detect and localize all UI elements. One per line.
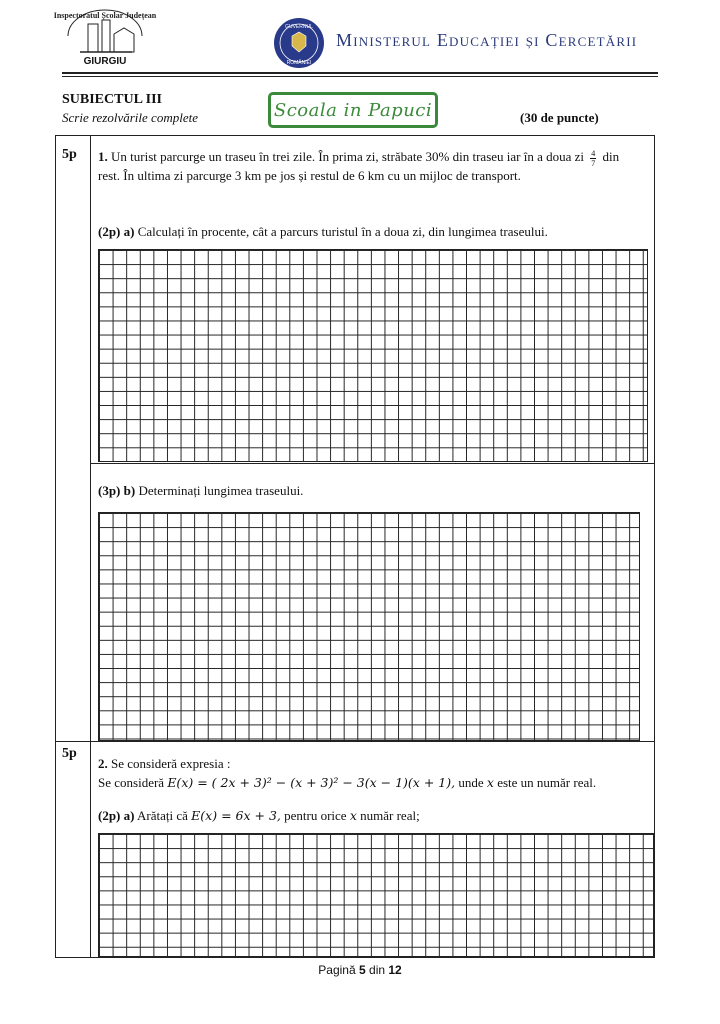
answer-grid-1b[interactable] bbox=[98, 512, 640, 741]
answer-grid-1a[interactable] bbox=[98, 249, 648, 462]
problem-1-number: 1. bbox=[98, 149, 108, 164]
problem-1-statement-line1 bbox=[98, 147, 619, 168]
header-rule bbox=[62, 72, 658, 74]
answer-grid-2a[interactable] bbox=[98, 833, 654, 957]
problem-1-text-a: Un turist parcurge un traseu în trei zile. În prima zi, străbate 30% din traseu iar în a doua zi bbox=[111, 149, 585, 164]
problem-1a-prompt: (2p) a) Calculați în procente, cât a parcurs turistul în a doua zi, din lungimea traseului. bbox=[98, 224, 548, 239]
subpoint-divider bbox=[90, 463, 655, 464]
problem-1-statement-line2: rest. În ultima zi parcurge 3 km pe jos și restul de 6 km cu un mijloc de transport. bbox=[98, 168, 521, 183]
svg-text:Inspectoratul Școlar Județean: Inspectoratul Școlar Județean bbox=[53, 11, 157, 20]
watermark-stamp: Scoala in Papuci bbox=[268, 92, 438, 128]
points-column-divider bbox=[90, 135, 91, 958]
section-points: (30 de puncte) bbox=[520, 110, 599, 125]
section-title: SUBIECTUL III bbox=[62, 92, 162, 107]
fraction-four-sevenths: $\frac{4}{7}$ bbox=[591, 148, 596, 168]
problem-1a-text: Calculați în procente, cât a parcurs turistul în a doua zi, din lungimea traseului. bbox=[137, 224, 548, 239]
problem-divider bbox=[55, 741, 655, 742]
svg-text:GUVERNUL: GUVERNUL bbox=[285, 24, 313, 30]
svg-text:GIURGIU: GIURGIU bbox=[83, 56, 127, 67]
header-rule-thin bbox=[62, 76, 658, 77]
ministry-name: Ministerul Educației și Cercetării bbox=[336, 30, 638, 50]
problem-1b-text: Determinați lungimea traseului. bbox=[138, 483, 304, 498]
page-footer: Pagină 5 din 12 bbox=[318, 963, 402, 977]
inspectorate-logo bbox=[53, 6, 157, 70]
problem-2-points: 5p bbox=[62, 746, 77, 761]
section-instructions: Scrie rezolvările complete bbox=[62, 110, 198, 125]
expression-e: E(x) = ( 2x + 3)² − (x + 3)² − 3(x − 1)(x + 1), bbox=[167, 775, 456, 790]
svg-text:ROMÂNIEI: ROMÂNIEI bbox=[286, 60, 312, 66]
problem-2-expression-line: Se consideră E(x) = ( 2x + 3)² − (x + 3)² − 3(x − 1)(x + 1), unde x este un număr real. bbox=[98, 775, 597, 790]
problem-2a-prompt: (2p) a) Arătați că E(x) = 6x + 3, pentru orice x număr real; bbox=[98, 808, 420, 823]
problem-2-intro: 2. Se consideră expresia : bbox=[98, 756, 231, 771]
problem-1-points: 5p bbox=[62, 147, 77, 162]
problem-1b-prompt: (3p) b) Determinați lungimea traseului. bbox=[98, 483, 304, 498]
problem-1-text-b: din bbox=[602, 149, 620, 164]
government-seal bbox=[272, 16, 326, 70]
